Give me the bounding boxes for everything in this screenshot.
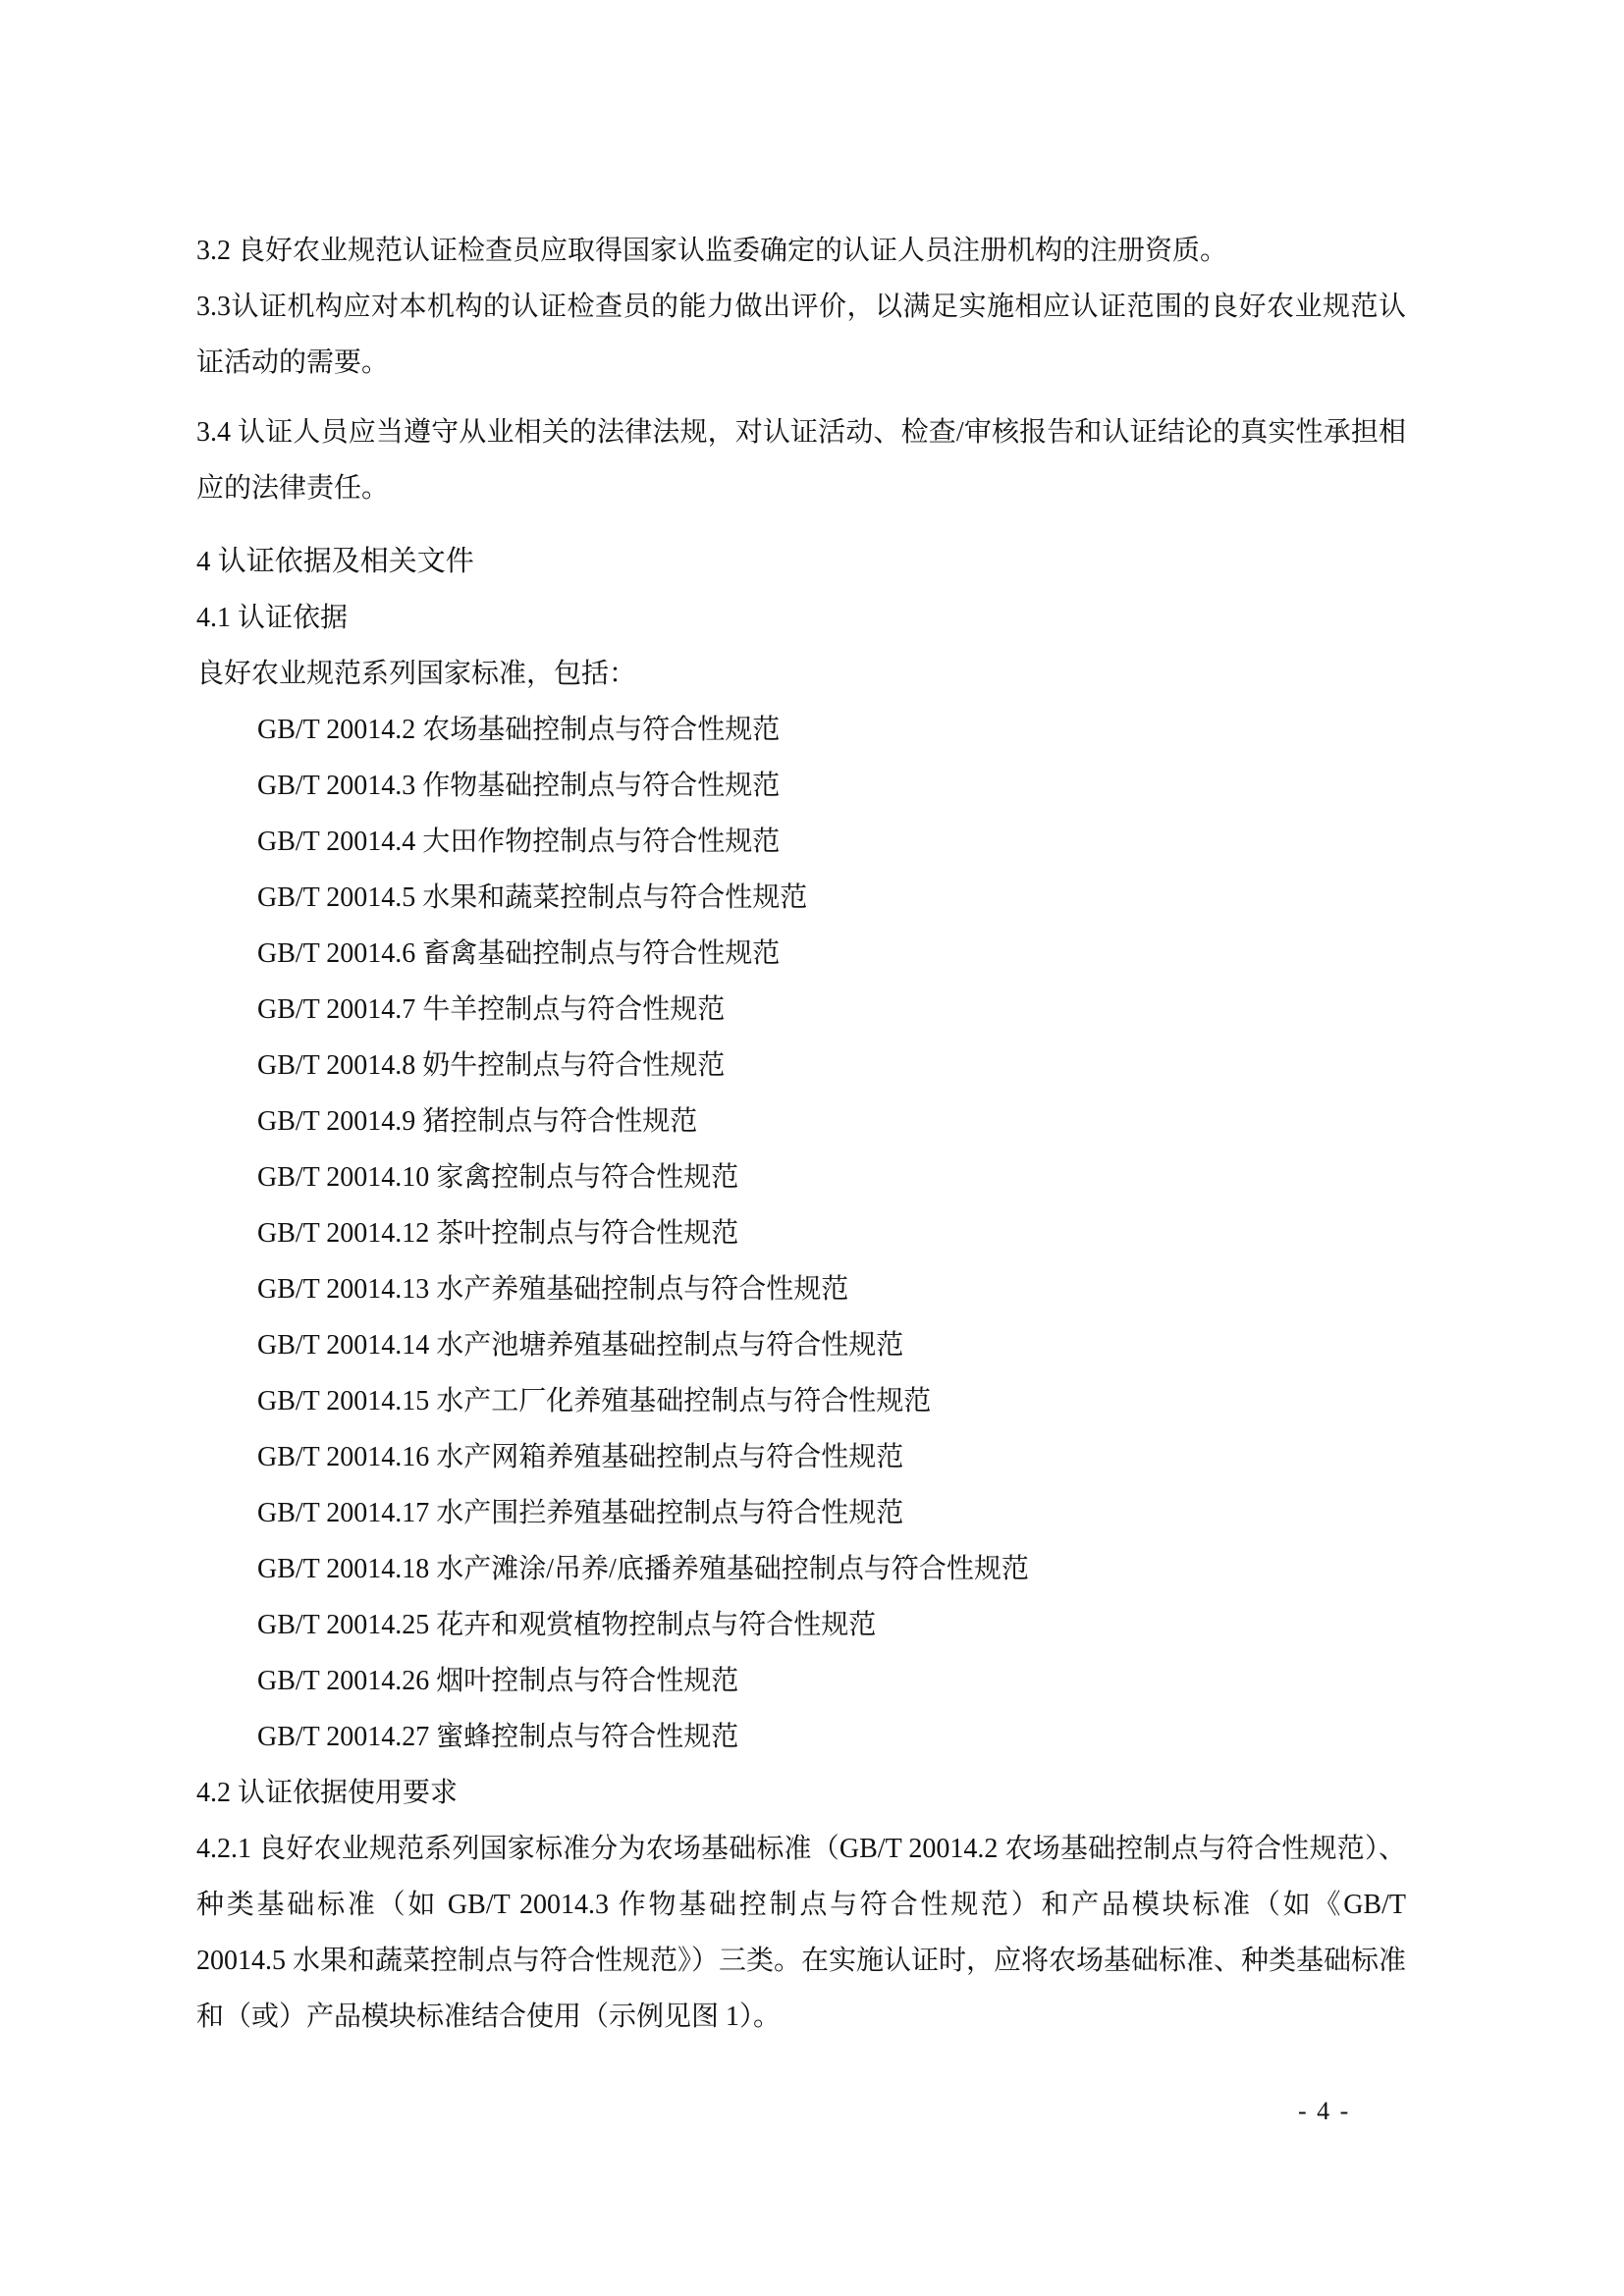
standard-item: GB/T 20014.12 茶叶控制点与符合性规范 (257, 1218, 739, 1249)
section-4-1-heading: 4.1 认证依据 (196, 603, 349, 633)
standard-item: GB/T 20014.6 畜禽基础控制点与符合性规范 (257, 938, 781, 969)
standard-item: GB/T 20014.9 猪控制点与符合性规范 (257, 1106, 698, 1137)
standard-item: GB/T 20014.26 烟叶控制点与符合性规范 (257, 1666, 739, 1696)
page-number: - 4 - (1298, 2097, 1351, 2125)
section-4-2-heading: 4.2 认证依据使用要求 (196, 1778, 459, 1808)
standards-list-intro: 良好农业规范系列国家标准，包括： (196, 659, 637, 689)
paragraph-4-2-1: 4.2.1 良好农业规范系列国家标准分为农场基础标准（GB/T 20014.2 农场基础控制点与符合性规范）、种类基础标准（如 GB/T 20014.3 作物基础控制点与符合性规范）和产品模块标准（如《GB/T 20014.5 水果和蔬菜控制点与符合性规范》）三类。在实施认证时，应将农场基础标准、种类基础标准和（或）产品模块标准结合使用（示例见图 1）。 (196, 1834, 1407, 2032)
standard-item: GB/T 20014.25 花卉和观赏植物控制点与符合性规范 (257, 1610, 877, 1640)
standard-item: GB/T 20014.10 家禽控制点与符合性规范 (257, 1162, 739, 1193)
standards-list (196, 702, 1406, 1765)
paragraph-3-3: 3.3认证机构应对本机构的认证检查员的能力做出评价，以满足实施相应认证范围的良好农业规范认证活动的需要。 (196, 292, 1406, 378)
paragraph-3-4: 3.4 认证人员应当遵守从业相关的法律法规，对认证活动、检查/审核报告和认证结论的真实性承担相应的法律责任。 (196, 417, 1406, 504)
standard-item: GB/T 20014.8 奶牛控制点与符合性规范 (257, 1050, 726, 1081)
paragraph-3-2: 3.2 良好农业规范认证检查员应取得国家认监委确定的认证人员注册机构的注册资质。 (196, 236, 1228, 266)
standard-item: GB/T 20014.14 水产池塘养殖基础控制点与符合性规范 (257, 1330, 904, 1361)
standard-item: GB/T 20014.18 水产滩涂/吊养/底播养殖基础控制点与符合性规范 (257, 1554, 1029, 1584)
standard-item: GB/T 20014.2 农场基础控制点与符合性规范 (257, 715, 781, 745)
document-body (196, 223, 1406, 2045)
standard-item: GB/T 20014.3 作物基础控制点与符合性规范 (257, 771, 781, 801)
standard-item: GB/T 20014.17 水产围拦养殖基础控制点与符合性规范 (257, 1498, 904, 1528)
standard-item: GB/T 20014.13 水产养殖基础控制点与符合性规范 (257, 1274, 849, 1305)
standard-item: GB/T 20014.5 水果和蔬菜控制点与符合性规范 (257, 882, 808, 913)
standard-item: GB/T 20014.27 蜜蜂控制点与符合性规范 (257, 1722, 739, 1752)
section-4-heading: 4 认证依据及相关文件 (196, 546, 474, 577)
standard-item: GB/T 20014.4 大田作物控制点与符合性规范 (257, 827, 781, 857)
standard-item: GB/T 20014.16 水产网箱养殖基础控制点与符合性规范 (257, 1442, 904, 1472)
standard-item: GB/T 20014.7 牛羊控制点与符合性规范 (257, 994, 726, 1025)
standard-item: GB/T 20014.15 水产工厂化养殖基础控制点与符合性规范 (257, 1386, 932, 1416)
